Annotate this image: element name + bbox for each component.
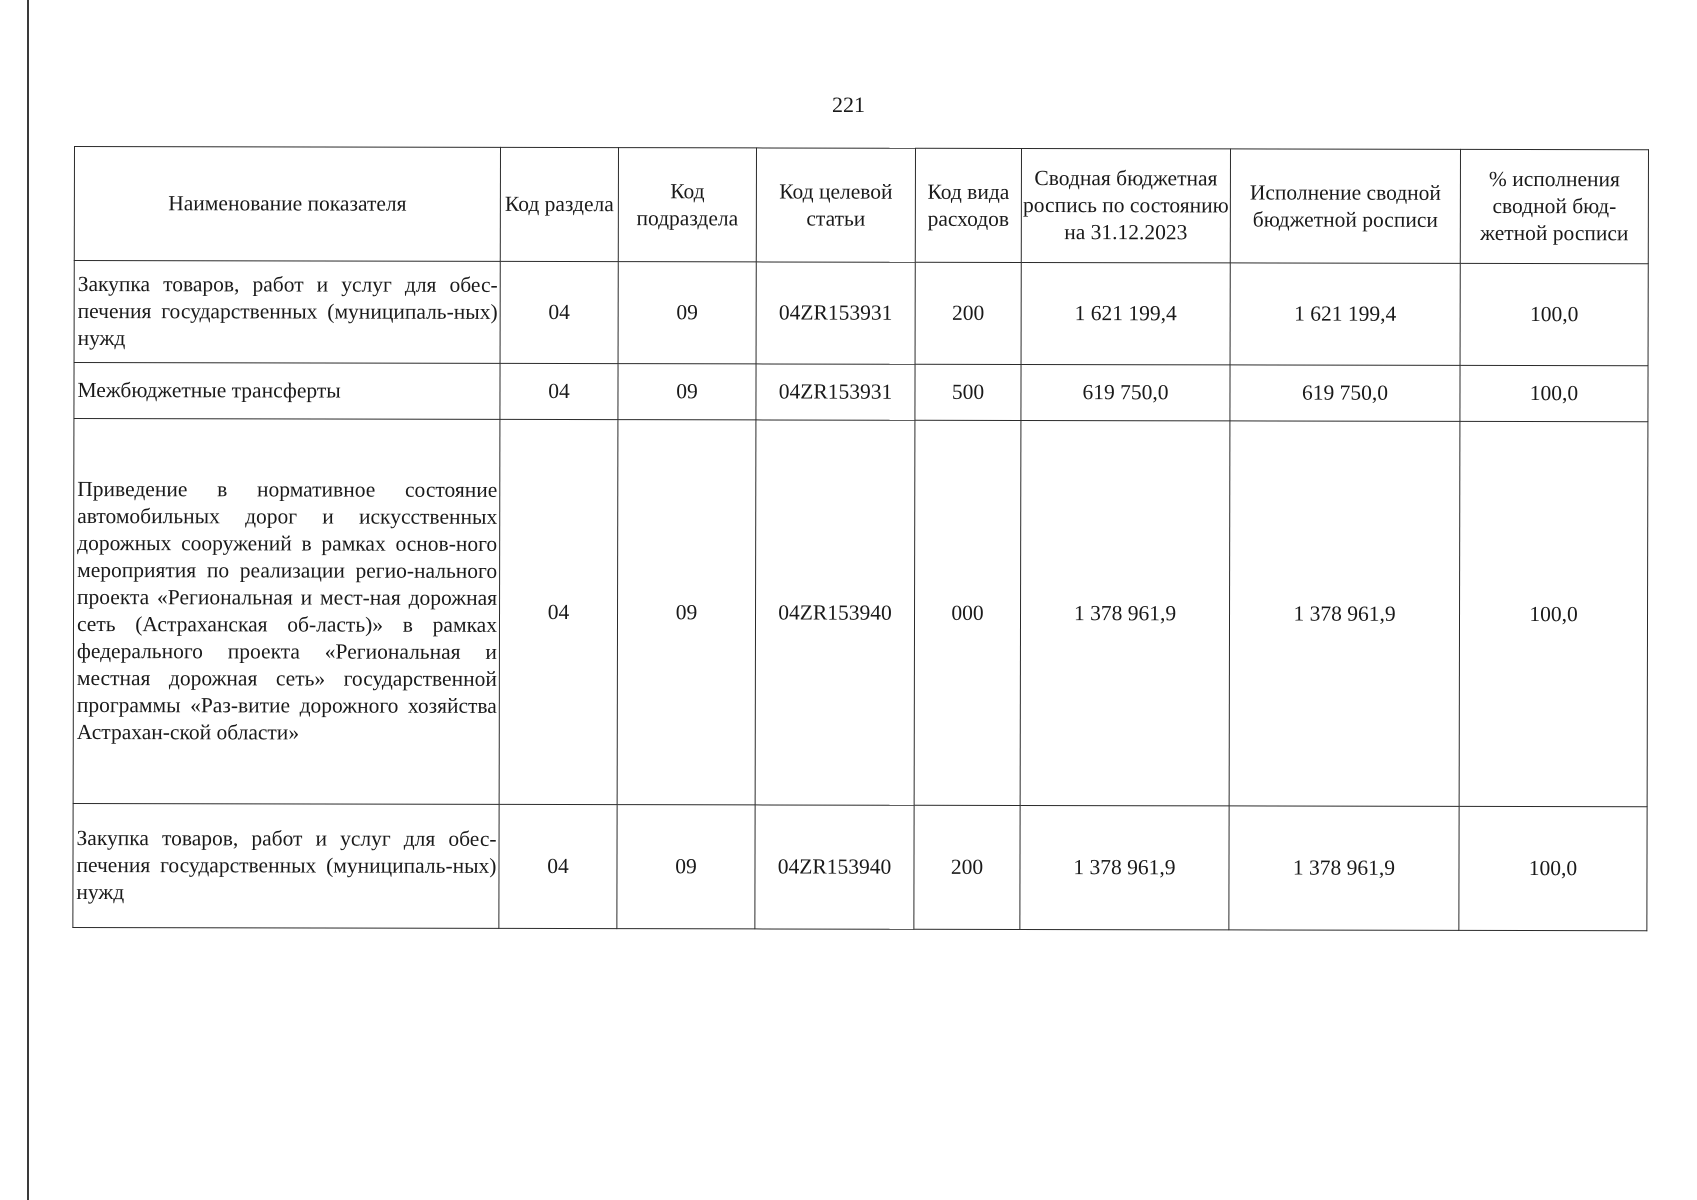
subsection-code: 09 [617,420,756,805]
execution-percent-value: 100,0 [1460,365,1648,421]
execution-percent-value: 100,0 [1459,421,1648,806]
target-article-code: 04ZR153931 [756,262,915,364]
header-expense-type-code: Код вида расходов [915,148,1021,262]
execution-value: 1 378 961,9 [1229,421,1460,806]
table-row [74,261,1648,366]
execution-value: 1 621 199,4 [1230,263,1460,365]
indicator-name: Закупка товаров, работ и услуг для обес-печения государственных (муниципаль-ных) нужд [73,803,499,928]
header-subsection-code: Код подраздела [618,148,756,262]
consolidated-budget-value: 1 621 199,4 [1021,262,1230,364]
section-code: 04 [499,804,617,928]
header-target-article-code: Код целевой статьи [756,148,915,262]
execution-percent-value: 100,0 [1460,263,1648,365]
consolidated-budget-value: 1 378 961,9 [1020,805,1229,929]
subsection-code: 09 [618,364,756,420]
subsection-code: 09 [617,805,755,929]
header-execution-percent: % исполнения сводной бюд-жетной росписи [1460,149,1648,263]
indicator-name: Межбюджетные трансферты [74,363,500,420]
expense-type-code: 000 [914,420,1021,805]
target-article-code: 04ZR153940 [755,420,915,805]
execution-percent-value: 100,0 [1459,806,1647,930]
header-section-code: Код раздела [500,147,618,261]
binding-margin-line [27,0,29,1200]
table-row [73,419,1648,807]
table-row [73,803,1647,930]
expense-type-code: 200 [914,805,1020,929]
subsection-code: 09 [618,262,756,364]
table-row [74,363,1648,422]
indicator-name: Приведение в нормативное состояние автомобильных дорог и искусственных дорожных сооружений в рамках основ-ного мероприятия по реализации регио-нального проекта «Региональная и мест-ная дорожная сеть (Астраханская об-ласть)» в рамках федерального проекта «Региональная и местная дорожная сеть» государственной программы «Раз-витие дорожного хозяйства Астрахан-ской области» [73,419,500,805]
table-header-row [74,147,1648,264]
page-number: 221 [832,92,865,117]
expense-type-code: 200 [915,262,1021,364]
target-article-code: 04ZR153940 [755,805,914,929]
header-budget-execution: Исполнение сводной бюджетной росписи [1230,149,1460,263]
section-code: 04 [500,261,618,363]
header-consolidated-budget: Сводная бюджетная роспись по состоянию на 31.12.2023 [1021,148,1230,262]
section-code: 04 [500,363,618,419]
budget-execution-table [72,146,1649,931]
expense-type-code: 500 [915,364,1021,420]
header-indicator-name: Наименование показателя [74,147,500,262]
execution-value: 619 750,0 [1230,365,1460,421]
target-article-code: 04ZR153931 [756,364,915,420]
indicator-name: Закупка товаров, работ и услуг для обес-печения государственных (муниципаль-ных) нужд [74,261,500,364]
section-code: 04 [499,419,618,804]
execution-value: 1 378 961,9 [1229,806,1459,930]
consolidated-budget-value: 619 750,0 [1021,364,1230,420]
consolidated-budget-value: 1 378 961,9 [1020,420,1230,805]
